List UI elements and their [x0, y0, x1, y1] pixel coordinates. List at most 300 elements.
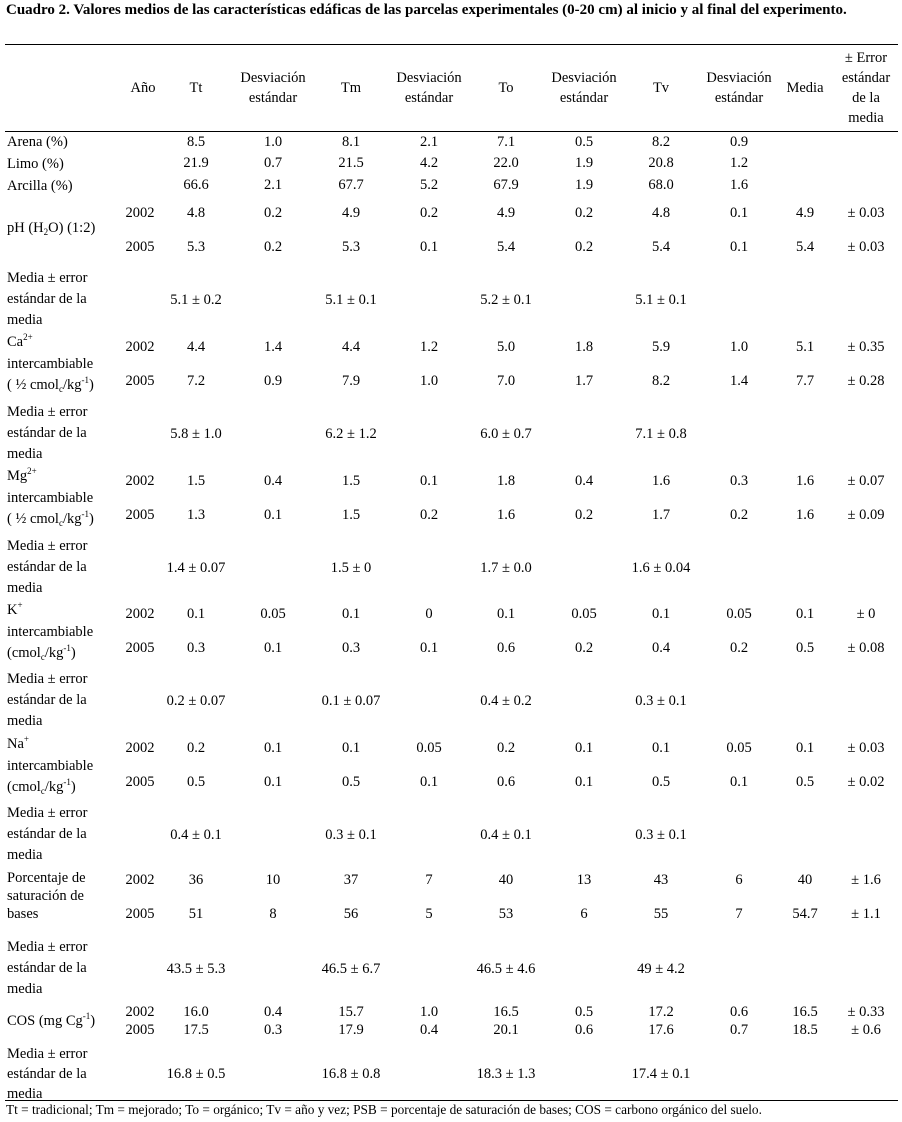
cell-media: 0.1: [795, 739, 815, 756]
cell-tt: 21.9: [183, 154, 209, 171]
cell-to: 1.8: [496, 472, 516, 489]
label-line: estándar de la: [7, 425, 87, 441]
cell-ds-to: 1.9: [574, 154, 594, 171]
cell-mean: 0.3 ± 0.1: [635, 692, 687, 709]
label-line: [7, 600, 93, 622]
cell-media: 5.1: [795, 338, 815, 355]
cell-tt: 7.2: [186, 372, 206, 389]
cell-to: 1.6: [496, 506, 516, 523]
header-tm: Tm: [340, 80, 362, 96]
cell-tt: 1.3: [186, 506, 206, 523]
cell-ds-tt: 0.1: [263, 639, 283, 656]
cell-tt: 4.4: [186, 338, 206, 355]
table-title: Cuadro 2. Valores medios de las características edáficas de las parcelas experimentales (0-20 cm) al inicio y al final del experimento.: [6, 2, 847, 18]
label-line: intercambiable: [7, 624, 94, 640]
cell-mean: 5.1 ± 0.1: [325, 291, 377, 308]
label-line: [7, 734, 93, 756]
label-sup: -1: [81, 375, 89, 385]
cell-tt: 5.3: [186, 238, 206, 255]
cell-media: 1.6: [795, 506, 815, 523]
cell-tv: 17.6: [648, 1021, 674, 1038]
cell-media: 0.5: [795, 639, 815, 656]
label-text: /kg: [44, 779, 64, 795]
label-sub: c: [40, 652, 45, 662]
cell-to: 0.6: [496, 639, 516, 656]
label-line: [7, 509, 94, 531]
label-line: Media ± error: [7, 270, 88, 286]
cell-mean: 49 ± 4.2: [637, 960, 685, 977]
cell-mean: 0.4 ± 0.2: [480, 692, 532, 709]
label-text: ( ½ cmol: [7, 511, 59, 527]
header-ds-tv: [706, 68, 771, 108]
cell-mean: 0.2 ± 0.07: [166, 692, 226, 709]
header-tv: Tv: [652, 80, 670, 96]
cell-mean: 6.2 ± 1.2: [325, 425, 377, 442]
cell-to: 22.0: [493, 154, 519, 171]
cell-tm: 56: [343, 905, 359, 922]
cell-mean: 0.4 ± 0.1: [480, 826, 532, 843]
cell-mean: 16.8 ± 0.8: [321, 1065, 381, 1082]
header-rule: [5, 131, 898, 132]
cell-ds-tm: 0.1: [419, 773, 439, 790]
cell-tt: 36: [188, 871, 204, 888]
cell-to: 0.6: [496, 773, 516, 790]
cell-tm: 7.9: [341, 372, 361, 389]
label-line: estándar de la: [7, 826, 87, 842]
cell-ds-tm: 0.2: [419, 204, 439, 221]
cell-tt: 0.2: [186, 739, 206, 756]
label-sub: c: [40, 786, 45, 796]
cell-tm: 17.9: [338, 1021, 364, 1038]
cell-mean: 0.3 ± 0.1: [635, 826, 687, 843]
cell-tv: 4.8: [651, 204, 671, 221]
cell-mean: 5.1 ± 0.2: [170, 291, 222, 308]
cell-ds-tt: 0.05: [260, 605, 286, 622]
label-line: Media ± error: [7, 1046, 88, 1062]
row-label-na: [7, 734, 93, 799]
label-sub: c: [58, 384, 63, 394]
cell-error: ± 0.02: [847, 773, 885, 790]
label-line: Media ± error: [7, 805, 88, 821]
cell-ds-tm: 5: [425, 905, 433, 922]
header-media: Media: [786, 80, 824, 96]
label-line: estándar de la: [7, 960, 87, 976]
cell-tm: 37: [343, 871, 359, 888]
cell-tv: 5.4: [651, 238, 671, 255]
cell-to: 20.1: [493, 1021, 519, 1038]
label-text: (cmol: [7, 645, 41, 661]
header-ds-line: Desviación: [396, 70, 462, 86]
cell-to: 0.1: [496, 605, 516, 622]
label-line: bases: [7, 906, 39, 922]
cell-ds-tt: 0.1: [263, 739, 283, 756]
cell-mean: 1.6 ± 0.04: [631, 559, 691, 576]
cell-tt: 4.8: [186, 204, 206, 221]
cell-media: 4.9: [795, 204, 815, 221]
label-sup: -1: [63, 777, 71, 787]
cell-ds-tt: 0.3: [263, 1021, 283, 1038]
label-line: intercambiable: [7, 758, 94, 774]
cell-media: 16.5: [792, 1003, 818, 1020]
cell-ds-to: 0.1: [574, 739, 594, 756]
label-line: media: [7, 981, 43, 997]
cell-ds-tv: 1.4: [729, 372, 749, 389]
cell-error: ± 0.07: [847, 472, 885, 489]
cell-ds-to: 0.6: [574, 1021, 594, 1038]
cell-ds-tv: 6: [735, 871, 743, 888]
cell-ds-to: 0.2: [574, 204, 594, 221]
label-text: COS (mg Cg: [7, 1013, 83, 1029]
cell-ds-tt: 0.2: [263, 204, 283, 221]
cell-mean: 5.1 ± 0.1: [635, 291, 687, 308]
cell-ds-tv: 0.05: [726, 605, 752, 622]
cell-mean: 5.8 ± 1.0: [170, 425, 222, 442]
label-line: Media ± error: [7, 671, 88, 687]
label-line: Media ± error: [7, 939, 88, 955]
cell-error: ± 0.33: [847, 1003, 885, 1020]
row-label-ca: [7, 332, 94, 397]
cell-year: 2002: [125, 871, 155, 888]
cell-ds-tt: 2.1: [263, 176, 283, 193]
header-to: To: [498, 80, 514, 96]
cell-to: 0.2: [496, 739, 516, 756]
cell-error: ± 0.35: [847, 338, 885, 355]
cell-tv: 68.0: [648, 176, 674, 193]
label-text: /kg: [62, 377, 82, 393]
cell-tt: 0.3: [186, 639, 206, 656]
row-label-k: [7, 600, 93, 665]
header-error-line: de la: [852, 90, 880, 106]
header-error-line: ± Error: [844, 50, 888, 66]
label-sup: +: [23, 734, 29, 744]
label-line: estándar de la: [7, 1066, 87, 1082]
cell-ds-tv: 0.2: [729, 639, 749, 656]
label-text: Mg: [7, 468, 28, 484]
cell-tv: 8.2: [651, 133, 671, 150]
header-ds-line: estándar: [714, 90, 764, 106]
cell-error: ± 1.6: [851, 871, 881, 888]
cell-year: 2002: [125, 338, 155, 355]
cell-tm: 4.4: [341, 338, 361, 355]
cell-to: 5.0: [496, 338, 516, 355]
cell-mean: 6.0 ± 0.7: [480, 425, 532, 442]
label-line: [7, 466, 94, 488]
cell-year: 2005: [125, 773, 155, 790]
cell-mean: 5.2 ± 0.1: [480, 291, 532, 308]
cell-ds-to: 0.2: [574, 506, 594, 523]
cell-year: 2002: [125, 1003, 155, 1020]
header-ds-line: Desviación: [240, 70, 306, 86]
label-text: /kg: [44, 645, 64, 661]
label-text: ): [70, 779, 76, 795]
cell-tt: 1.5: [186, 472, 206, 489]
cell-tv: 0.5: [651, 773, 671, 790]
label-line: media: [7, 713, 43, 729]
cell-ds-tt: 0.4: [263, 472, 283, 489]
header-tt: Tt: [189, 80, 203, 96]
mean-row-label: [7, 669, 87, 732]
cell-media: 7.7: [795, 372, 815, 389]
label-line: media: [7, 847, 43, 863]
label-line: media: [7, 580, 43, 596]
cell-mean: 46.5 ± 6.7: [321, 960, 381, 977]
cell-ds-tm: 0: [425, 605, 433, 622]
mean-row-label: [7, 803, 87, 866]
label-text: ): [88, 377, 94, 393]
cell-ds-tm: 2.1: [419, 133, 439, 150]
label-line: saturación de: [7, 888, 84, 904]
cell-ds-tv: 0.1: [729, 204, 749, 221]
label-line: estándar de la: [7, 559, 87, 575]
cell-ds-to: 0.4: [574, 472, 594, 489]
cell-to: 53: [498, 905, 514, 922]
label-line: intercambiable: [7, 356, 94, 372]
cell-ds-tv: 1.0: [729, 338, 749, 355]
cell-year: 2005: [125, 639, 155, 656]
cell-tt: 17.5: [183, 1021, 209, 1038]
row-label-ph: [7, 218, 95, 240]
cell-ds-to: 1.9: [574, 176, 594, 193]
cell-media: 40: [797, 871, 813, 888]
cell-ds-to: 1.8: [574, 338, 594, 355]
cell-tt: 66.6: [183, 176, 209, 193]
cell-ds-tm: 0.2: [419, 506, 439, 523]
cell-year: 2002: [125, 739, 155, 756]
header-error: [842, 48, 890, 128]
cell-ds-tv: 1.6: [729, 176, 749, 193]
cell-ds-tv: 7: [735, 905, 743, 922]
label-line: media: [7, 446, 43, 462]
label-sub: 2: [43, 227, 49, 237]
cell-ds-to: 13: [576, 871, 592, 888]
cell-media: 0.1: [795, 605, 815, 622]
cell-tm: 67.7: [338, 176, 364, 193]
cell-to: 7.0: [496, 372, 516, 389]
cell-ds-tm: 0.4: [419, 1021, 439, 1038]
row-label-arena: Arena (%): [7, 134, 68, 150]
cell-ds-to: 0.1: [574, 773, 594, 790]
cell-ds-to: 0.5: [574, 133, 594, 150]
cell-mean: 17.4 ± 0.1: [631, 1065, 691, 1082]
cell-mean: 43.5 ± 5.3: [166, 960, 226, 977]
cell-ds-tv: 0.7: [729, 1021, 749, 1038]
cell-tm: 0.3: [341, 639, 361, 656]
cell-tv: 17.2: [648, 1003, 674, 1020]
label-sup: +: [17, 600, 23, 610]
cell-mean: 1.7 ± 0.0: [480, 559, 532, 576]
label-line: [7, 643, 93, 665]
label-sup: -1: [63, 643, 71, 653]
cell-error: ± 0.6: [851, 1021, 881, 1038]
cell-to: 4.9: [496, 204, 516, 221]
cell-error: ± 0.08: [847, 639, 885, 656]
top-rule: [5, 44, 898, 45]
cell-error: ± 0.03: [847, 739, 885, 756]
cell-ds-tm: 0.1: [419, 639, 439, 656]
label-text: Na: [7, 736, 24, 752]
cell-ds-to: 6: [580, 905, 588, 922]
cell-to: 40: [498, 871, 514, 888]
cell-to: 67.9: [493, 176, 519, 193]
label-line: [7, 332, 94, 354]
cell-year: 2002: [125, 605, 155, 622]
mean-row-label: [7, 268, 87, 331]
cell-to: 16.5: [493, 1003, 519, 1020]
cell-ds-tv: 0.05: [726, 739, 752, 756]
cell-error: ± 1.1: [851, 905, 881, 922]
cell-media: 54.7: [792, 905, 818, 922]
label-sup: 2+: [23, 332, 33, 342]
header-anio: Año: [130, 80, 156, 96]
cell-error: ± 0: [856, 605, 876, 622]
row-label-psb: [7, 869, 86, 923]
cell-year: 2005: [125, 1021, 155, 1038]
cell-ds-tt: 1.4: [263, 338, 283, 355]
mean-row-label: [7, 1044, 87, 1104]
row-label-limo: Limo (%): [7, 156, 64, 172]
cell-ds-tm: 1.0: [419, 372, 439, 389]
cell-tv: 0.1: [651, 605, 671, 622]
cell-ds-tm: 1.2: [419, 338, 439, 355]
cell-ds-tt: 0.2: [263, 238, 283, 255]
cell-ds-tt: 0.7: [263, 154, 283, 171]
cell-ds-tm: 0.1: [419, 238, 439, 255]
header-error-line: estándar: [841, 70, 891, 86]
cell-tt: 16.0: [183, 1003, 209, 1020]
cell-ds-to: 1.7: [574, 372, 594, 389]
label-sub: c: [58, 518, 63, 528]
cell-year: 2005: [125, 506, 155, 523]
row-label-mg: [7, 466, 94, 531]
label-line: [7, 777, 93, 799]
label-text: /kg: [62, 511, 82, 527]
cell-mean: 16.8 ± 0.5: [166, 1065, 226, 1082]
cell-error: ± 0.03: [847, 204, 885, 221]
cell-year: 2005: [125, 372, 155, 389]
label-line: intercambiable: [7, 490, 94, 506]
cell-ds-to: 0.2: [574, 639, 594, 656]
cell-ds-to: 0.2: [574, 238, 594, 255]
cell-tm: 0.5: [341, 773, 361, 790]
row-label-arcilla: Arcilla (%): [7, 178, 73, 194]
label-line: media: [7, 1086, 43, 1102]
label-text: K: [7, 602, 18, 618]
row-label-cos: [7, 1011, 95, 1033]
cell-tv: 1.7: [651, 506, 671, 523]
cell-ds-to: 0.5: [574, 1003, 594, 1020]
cell-error: ± 0.28: [847, 372, 885, 389]
mean-row-label: [7, 402, 87, 465]
cell-ds-tv: 0.2: [729, 506, 749, 523]
label-text: O) (1:2): [48, 220, 96, 236]
header-ds-line: estándar: [404, 90, 454, 106]
cell-tt: 0.5: [186, 773, 206, 790]
cell-ds-tv: 0.1: [729, 238, 749, 255]
label-line: estándar de la: [7, 291, 87, 307]
cell-tt: 51: [188, 905, 204, 922]
label-sup: 2+: [27, 466, 37, 476]
header-error-line: media: [848, 110, 884, 126]
label-line: Porcentaje de: [7, 870, 86, 886]
cell-tm: 0.1: [341, 605, 361, 622]
cell-tm: 1.5: [341, 472, 361, 489]
cell-year: 2005: [125, 905, 155, 922]
cell-ds-tv: 0.9: [729, 133, 749, 150]
header-ds-line: estándar: [248, 90, 298, 106]
cell-ds-tm: 5.2: [419, 176, 439, 193]
label-text: ( ½ cmol: [7, 377, 59, 393]
mean-row-label: [7, 536, 87, 599]
cell-media: 18.5: [792, 1021, 818, 1038]
cell-tv: 43: [653, 871, 669, 888]
cell-tm: 15.7: [338, 1003, 364, 1020]
header-ds-line: Desviación: [706, 70, 772, 86]
header-ds-line: Desviación: [551, 70, 617, 86]
cell-tv: 1.6: [651, 472, 671, 489]
cell-year: 2002: [125, 472, 155, 489]
cell-ds-tt: 0.1: [263, 773, 283, 790]
cell-tv: 8.2: [651, 372, 671, 389]
cell-mean: 1.4 ± 0.07: [166, 559, 226, 576]
cell-ds-tv: 0.1: [729, 773, 749, 790]
cell-tm: 21.5: [338, 154, 364, 171]
cell-media: 1.6: [795, 472, 815, 489]
label-line: [7, 375, 94, 397]
mean-row-label: [7, 937, 87, 1000]
cell-tv: 5.9: [651, 338, 671, 355]
cell-tm: 0.1: [341, 739, 361, 756]
cell-mean: 18.3 ± 1.3: [476, 1065, 536, 1082]
label-text: pH (H: [7, 220, 44, 236]
cell-mean: 0.1 ± 0.07: [321, 692, 381, 709]
label-text: ): [70, 645, 76, 661]
cell-ds-tv: 1.2: [729, 154, 749, 171]
cell-error: ± 0.03: [847, 238, 885, 255]
footnote: Tt = tradicional; Tm = mejorado; To = orgánico; Tv = año y vez; PSB = porcentaje de saturación de bases; COS = carbono orgánico del suelo.: [6, 1102, 762, 1117]
label-text: ): [90, 1013, 96, 1029]
label-text: (cmol: [7, 779, 41, 795]
cell-media: 5.4: [795, 238, 815, 255]
cell-ds-tt: 1.0: [263, 133, 283, 150]
cell-ds-tm: 1.0: [419, 1003, 439, 1020]
cell-tm: 8.1: [341, 133, 361, 150]
cell-ds-tm: 4.2: [419, 154, 439, 171]
cell-ds-tt: 0.4: [263, 1003, 283, 1020]
cell-ds-tt: 10: [265, 871, 281, 888]
cell-ds-tt: 8: [269, 905, 277, 922]
cell-tv: 55: [653, 905, 669, 922]
cell-ds-tt: 0.9: [263, 372, 283, 389]
cell-year: 2002: [125, 204, 155, 221]
cell-tv: 0.4: [651, 639, 671, 656]
cell-ds-tv: 0.3: [729, 472, 749, 489]
cell-media: 0.5: [795, 773, 815, 790]
cell-tt: 8.5: [186, 133, 206, 150]
header-ds-line: estándar: [559, 90, 609, 106]
cell-tv: 20.8: [648, 154, 674, 171]
cell-ds-tt: 0.1: [263, 506, 283, 523]
cell-to: 7.1: [496, 133, 516, 150]
cell-to: 5.4: [496, 238, 516, 255]
label-sup: -1: [82, 1011, 91, 1021]
label-sup: -1: [81, 509, 89, 519]
cell-ds-tm: 7: [425, 871, 433, 888]
label-text: ): [88, 511, 94, 527]
cell-ds-tm: 0.1: [419, 472, 439, 489]
label-text: Ca: [7, 334, 24, 350]
cell-mean: 0.3 ± 0.1: [325, 826, 377, 843]
cell-ds-tm: 0.05: [416, 739, 442, 756]
